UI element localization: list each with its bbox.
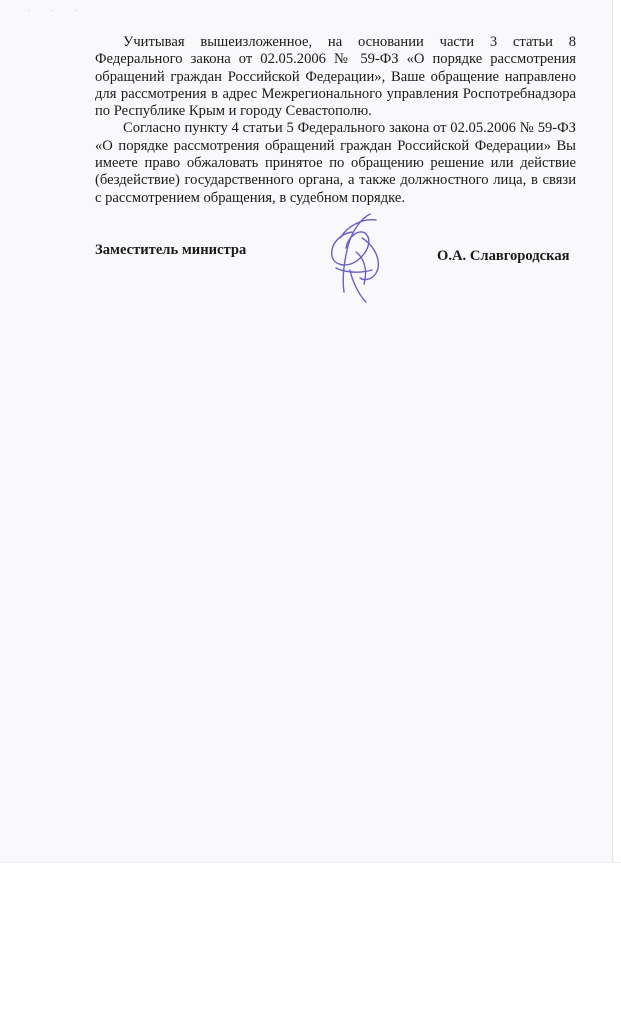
letter-body	[95, 34, 576, 207]
signatory-position: Заместитель министра	[95, 242, 247, 258]
scan-edge-line	[0, 862, 621, 863]
scan-specks: · · ·	[28, 8, 88, 15]
signatory-name: О.А. Славгородская	[437, 248, 570, 264]
handwritten-signature	[322, 208, 392, 308]
paragraph-appeal-rights: Согласно пункту 4 статьи 5 Федерального закона от 02.05.2006 № 59-ФЗ «О порядке рассмотрения обращений граждан Российской Федерации» Вы имеете право обжаловать принятое по обращению решение или действие (бездействие) государственного органа, а также должностного лица, в связи с рассмотрением обращения, в судебном порядке.	[95, 120, 576, 206]
paragraph-forwarding: Учитывая вышеизложенное, на основании части 3 статьи 8 Федерального закона от 02.05.2006 № 59-ФЗ «О порядке рассмотрения обращений граждан Российской Федерации», Ваше обращение направлено для рассмотрения в адрес Межрегионального управления Роспотребнадзора по Республике Крым и городу Севастополю.	[95, 34, 576, 120]
